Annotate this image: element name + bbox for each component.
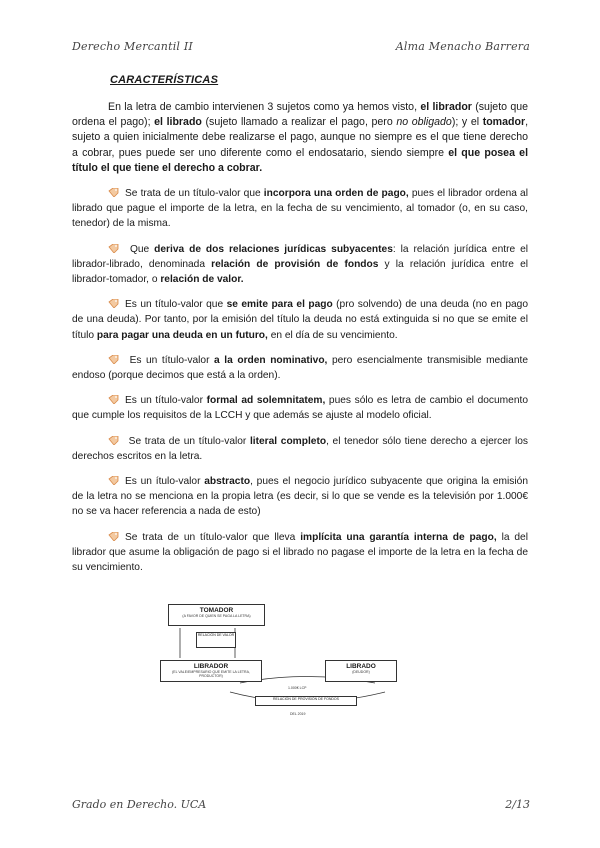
text: pues el librador ordena al librado que pague el importe de la letra, en la fecha de su vencimiento, al tomador (o, en su caso, tenedor) de la misma. [72, 188, 528, 230]
text: Que [125, 243, 155, 255]
arrow-bottom-label: DEL 2019 [290, 712, 306, 716]
bold-text: relación de valor. [160, 274, 244, 286]
intro-paragraph [72, 100, 528, 176]
librador-label: LIBRADOR [193, 663, 229, 670]
italic-text: no obligado [396, 116, 452, 129]
bold-text: se emite para el pago [226, 299, 333, 311]
text: Es un ítulo-valor [125, 476, 205, 488]
text: Es un título-valor [125, 354, 215, 366]
section-title: CARACTERÍSTICAS [110, 74, 219, 86]
footer-left: Grado en Derecho. UCA [72, 798, 207, 811]
text: , el tenedor sólo tiene derecho a ejercer los derechos escritos en la letra. [72, 435, 528, 462]
bold-text: implícita una garantía interna de pago, [300, 531, 497, 543]
bold-text: deriva de dos relaciones jurídicas subyacentes [154, 243, 393, 255]
bold-text: para pagar una deuda en un futuro, [96, 329, 268, 341]
librado-box [325, 660, 397, 682]
list-item [72, 393, 528, 423]
list-item [72, 474, 528, 520]
bold-text: literal completo [249, 435, 327, 447]
text: pues sólo es letra de cambio el documento que cumple los requisitos de la LCCH y que además se ajuste al modelo oficial. [72, 395, 528, 422]
text: (sujeto que ordena el pago); [72, 101, 529, 129]
list-item [72, 530, 528, 576]
librador-box [160, 660, 262, 682]
bold-text: el librador [420, 101, 472, 113]
text: En la letra de cambio intervienen 3 sujetos como ya hemos visto, [108, 101, 421, 113]
text: (pro solvendo) de una deuda (no en pago de una deuda). Por tanto, por la emisión del título la deuda no está extinguida si no que se emite el título [72, 299, 528, 341]
bold-text: formal ad solemnitatem, [206, 395, 326, 407]
text: (sujeto llamado a realizar el pago, pero [201, 116, 397, 129]
tag-icon [108, 244, 119, 253]
bold-text: incorpora una orden de pago, [263, 188, 409, 200]
bold-text: el librado [154, 116, 202, 129]
list-item [72, 434, 528, 464]
tag-icon [108, 188, 119, 197]
arrow-top-label: 1.000€ LCP [288, 686, 307, 690]
text: y la relación jurídica entre el librador-tomador, o [72, 258, 528, 286]
header-right: Alma Menacho Barrera [395, 40, 530, 53]
relacion-valor-box [196, 632, 236, 648]
text: ); y el [451, 116, 483, 129]
tag-icon [108, 395, 119, 404]
list-item [72, 242, 528, 288]
relacion-valor-label: RELACIÓN DE VALOR [197, 633, 235, 637]
text: Se trata de un título-valor [125, 435, 250, 447]
librador-sub: (EL VALE/EMPRESARIO QUE EMITE LA LETRA, PRODUCTOR) [172, 670, 250, 678]
header-left: Derecho Mercantil II [72, 40, 193, 53]
tag-icon [108, 436, 119, 445]
tomador-box [168, 604, 265, 626]
text: Es un título-valor que [125, 299, 227, 311]
text: , pues el negocio jurídico subyacente que origina la emisión de la letra no se menciona en la propia letra (es decir, si lo que se vende es la televisión por 1.000€ no se va hacer referencia a nada de esto) [72, 476, 528, 518]
tag-icon [108, 355, 119, 364]
librado-sub: (DEUDOR) [352, 670, 370, 674]
bold-text: a la orden nominativo, [214, 354, 328, 366]
provision-fondos-box [255, 696, 357, 706]
librado-label: LIBRADO [346, 663, 376, 670]
provision-fondos-label: RELACIÓN DE PROVISIÓN DE FONDOS [273, 697, 339, 701]
page-number: 2/13 [505, 798, 530, 811]
text: pero esencialmente transmisible mediante endoso (porque decimos que está a la orden). [72, 354, 528, 382]
bold-text: abstracto [204, 476, 251, 488]
bold-text: tomador [482, 116, 526, 129]
tag-icon [108, 476, 119, 485]
bold-text: el que posea el título el que tiene el derecho a cobrar. [72, 146, 529, 174]
list-item [72, 186, 528, 232]
tag-icon [108, 299, 119, 308]
tag-icon [108, 532, 119, 541]
text: Es un título-valor [125, 395, 207, 407]
list-item [72, 353, 528, 383]
text: : la relación jurídica entre el librador-librado, denominada [72, 243, 528, 270]
document-body [72, 100, 528, 585]
parties-diagram [160, 600, 450, 725]
bold-text: relación de provisión de fondos [211, 258, 379, 270]
text: Se trata de un título-valor que [125, 188, 264, 200]
tomador-label: TOMADOR [199, 607, 234, 614]
text: Se trata de un título-valor que lleva [125, 531, 301, 543]
text: en el día de su vencimiento. [267, 329, 398, 341]
tomador-sub: (A FAVOR DE QUIEN SE PAGA LA LETRA) [182, 614, 251, 618]
text: , sujeto a quien inicialmente debe realizarse el pago, aunque no siempre es el que tiene derecho a cobrar, pues puede ser uno diferente como el endosatario, siendo siempre [72, 116, 529, 159]
text: la del librador que asume la obligación de pago si el librado no pagase el importe de la letra en la fecha de su vencimiento. [72, 531, 528, 574]
list-item [72, 297, 528, 343]
